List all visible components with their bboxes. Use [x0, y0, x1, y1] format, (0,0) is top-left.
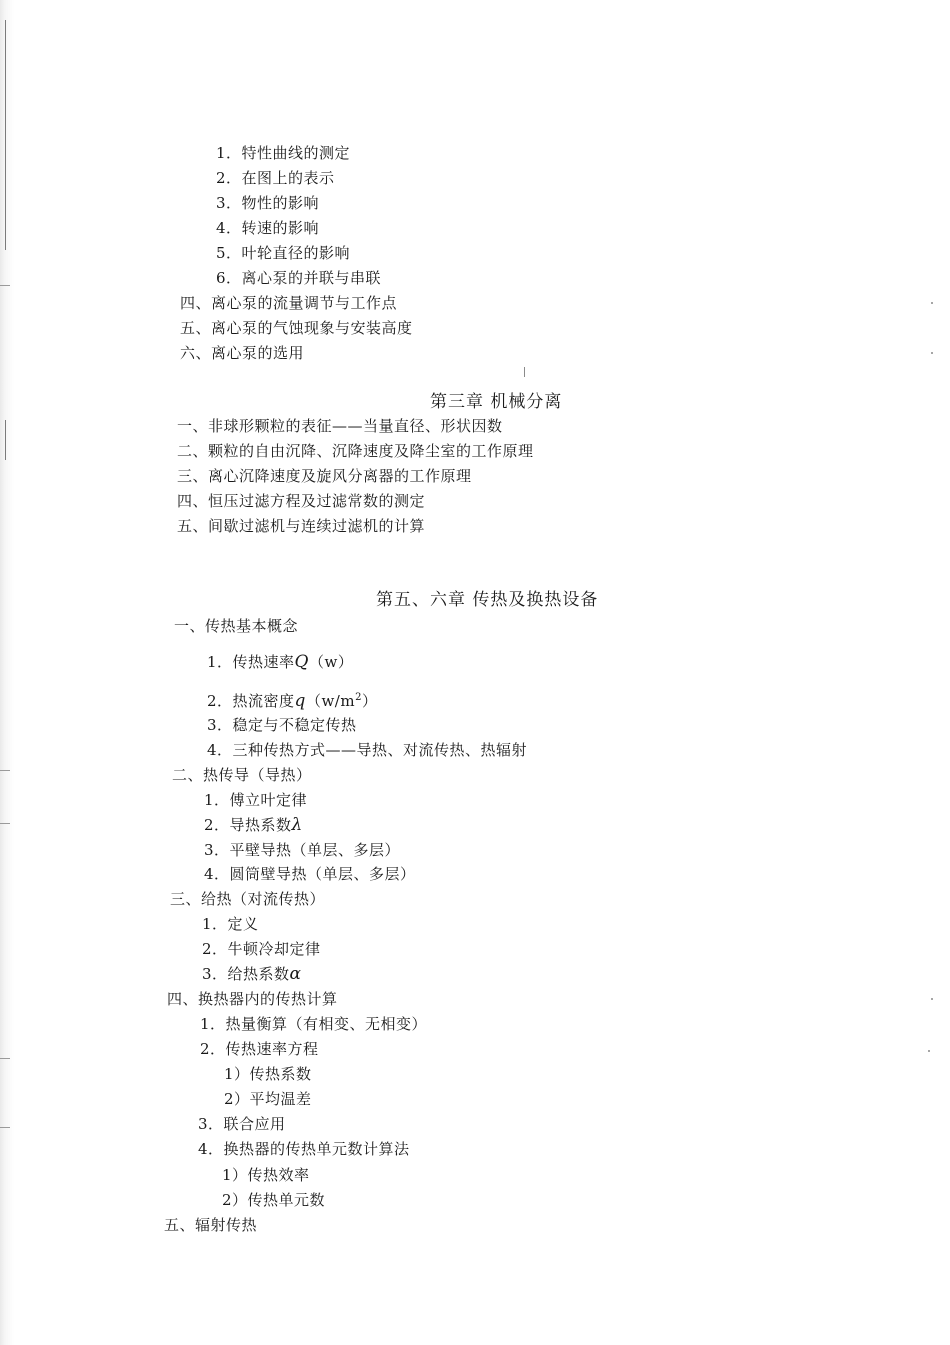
list-item: 1．定义 — [202, 915, 259, 933]
list-item: 5．叶轮直径的影响 — [216, 244, 351, 262]
section-heading: 五、辐射传热 — [164, 1216, 258, 1234]
list-item — [202, 964, 302, 984]
chapter-title: 第五、六章 传热及换热设备 — [376, 590, 599, 610]
topic-item: 三、离心沉降速度及旋风分离器的工作原理 — [177, 467, 472, 485]
topic-item: 一、非球形颗粒的表征——当量直径、形状因数 — [177, 417, 503, 435]
scan-binding-line — [5, 20, 6, 250]
section-heading: 一、传热基本概念 — [174, 617, 299, 635]
list-item: 3．联合应用 — [198, 1115, 286, 1133]
list-item: 1．热量衡算（有相变、无相变） — [200, 1015, 428, 1033]
list-item: 4．换热器的传热单元数计算法 — [198, 1140, 410, 1158]
scan-speck — [524, 367, 525, 377]
sub-list-item: 1）传热效率 — [222, 1166, 310, 1184]
scan-mark — [0, 285, 10, 286]
list-item: 3．平壁导热（单层、多层） — [204, 841, 401, 859]
list-item — [207, 688, 377, 711]
list-item: 6．离心泵的并联与串联 — [216, 269, 382, 287]
section-heading: 二、热传导（导热） — [172, 766, 312, 784]
list-item: 4．转速的影响 — [216, 219, 320, 237]
scan-mark — [0, 1127, 10, 1128]
sub-list-item: 1）传热系数 — [224, 1065, 312, 1083]
list-item: 2．在图上的表示 — [216, 169, 335, 187]
item-text: 3．给热系数 — [202, 965, 290, 983]
topic-item: 二、颗粒的自由沉降、沉降速度及降尘室的工作原理 — [177, 442, 534, 460]
item-text: 1．传热速率 — [207, 653, 295, 671]
scan-left-edge — [0, 0, 14, 1345]
scan-binding-line — [5, 420, 6, 460]
chapter-title: 第三章 机械分离 — [430, 392, 563, 412]
topic-item: 六、离心泵的选用 — [180, 344, 305, 362]
sub-list-item: 2）传热单元数 — [222, 1191, 326, 1209]
list-item: 3．物性的影响 — [216, 194, 320, 212]
topic-item: 五、间歇过滤机与连续过滤机的计算 — [177, 517, 426, 535]
scan-speck — [931, 352, 933, 354]
item-text: 2．导热系数 — [204, 816, 292, 834]
item-text: （w） — [308, 653, 354, 671]
item-text: ） — [361, 692, 378, 710]
sub-list-item: 2）平均温差 — [224, 1090, 312, 1108]
scan-speck — [928, 1050, 930, 1052]
superscript: 2 — [355, 692, 362, 703]
list-item: 1．傅立叶定律 — [204, 791, 308, 809]
list-item — [204, 815, 303, 835]
list-item — [207, 652, 353, 672]
item-text: 2．热流密度 — [207, 692, 295, 710]
list-item: 3．稳定与不稳定传热 — [207, 716, 357, 734]
list-item: 1．特性曲线的测定 — [216, 144, 351, 162]
list-item: 4．三种传热方式——导热、对流传热、热辐射 — [207, 741, 528, 759]
math-symbol: q — [294, 691, 306, 711]
section-heading: 三、给热（对流传热） — [170, 890, 326, 908]
list-item: 2．牛顿冷却定律 — [202, 940, 321, 958]
list-item: 2．传热速率方程 — [200, 1040, 319, 1058]
topic-item: 四、离心泵的流量调节与工作点 — [180, 294, 398, 312]
topic-item: 五、离心泵的气蚀现象与安装高度 — [180, 319, 413, 337]
scan-mark — [0, 770, 10, 771]
scan-mark — [0, 823, 10, 824]
section-heading: 四、换热器内的传热计算 — [167, 990, 338, 1008]
math-symbol: λ — [291, 815, 303, 835]
scan-speck — [931, 302, 933, 304]
item-text: （w/m — [305, 692, 356, 710]
list-item: 4．圆筒壁导热（单层、多层） — [204, 865, 416, 883]
math-symbol: α — [289, 964, 302, 984]
scan-speck — [931, 998, 933, 1000]
topic-item: 四、恒压过滤方程及过滤常数的测定 — [177, 492, 426, 510]
math-symbol: Q — [294, 652, 309, 672]
scan-mark — [0, 1058, 10, 1059]
